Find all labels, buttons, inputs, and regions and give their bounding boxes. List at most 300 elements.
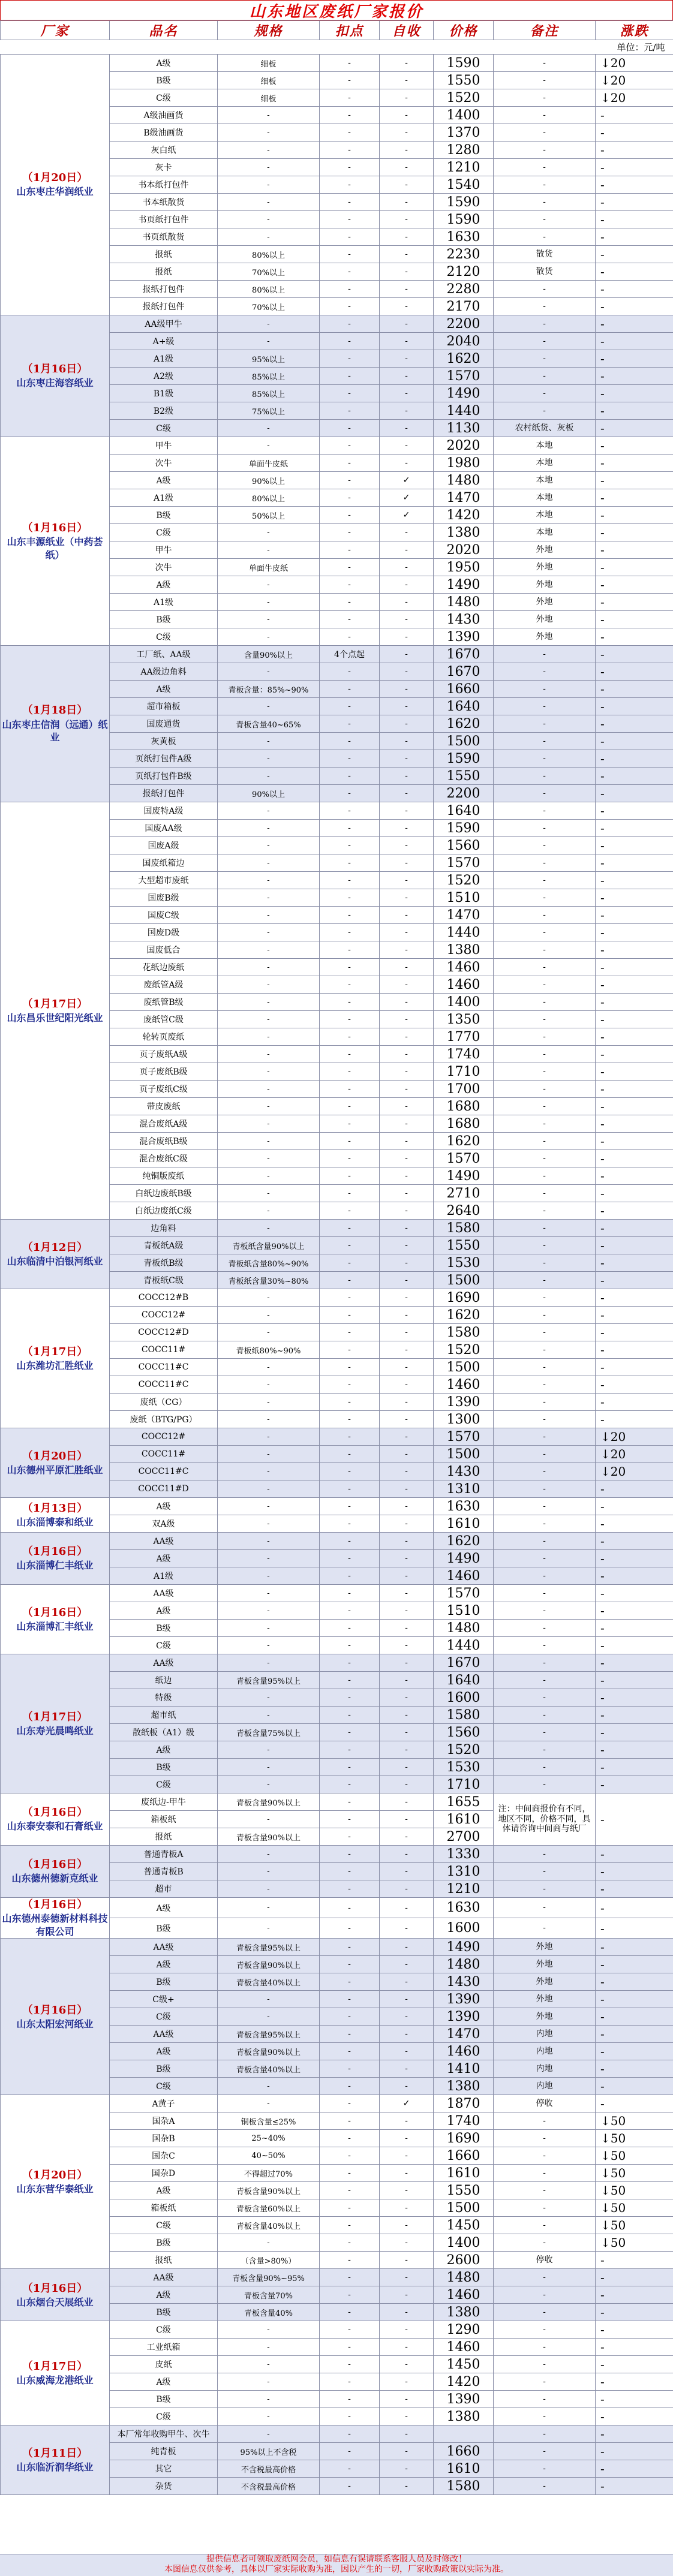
deduction: - (320, 2269, 380, 2286)
factory-name: 山东威海龙港纸业 (16, 2375, 94, 2387)
factory-name: 山东太阳宏河纸业 (16, 2018, 94, 2030)
price-change: - (596, 1167, 673, 1185)
self-collect: - (380, 315, 434, 333)
price: 1210 (434, 1880, 494, 1898)
deduction: - (320, 107, 380, 124)
self-collect: - (380, 1115, 434, 1133)
self-collect: - (380, 1707, 434, 1724)
deduction: - (320, 142, 380, 159)
product-name: 国杂B (110, 2130, 218, 2147)
note: - (494, 1324, 596, 1341)
product-name: 页子废纸C级 (110, 1081, 218, 1098)
note: - (494, 1046, 596, 1063)
price-change: - (596, 854, 673, 872)
deduction: - (320, 2008, 380, 2026)
deduction: - (320, 663, 380, 681)
factory-name: 山东潍坊汇胜纸业 (16, 1359, 94, 1371)
note: - (494, 2339, 596, 2356)
deduction: - (320, 715, 380, 733)
spec: - (218, 2391, 320, 2408)
price: 1380 (434, 2078, 494, 2095)
deduction: - (320, 1846, 380, 1863)
price: 1440 (434, 924, 494, 941)
deduction: - (320, 1880, 380, 1898)
self-collect: - (380, 107, 434, 124)
self-collect: - (380, 2147, 434, 2165)
spec: - (218, 1202, 320, 1220)
price: 1210 (434, 159, 494, 176)
price: 1740 (434, 2112, 494, 2130)
deduction: - (320, 628, 380, 646)
note: - (494, 1411, 596, 1428)
note: 外地 (494, 541, 596, 559)
note: - (494, 2217, 596, 2234)
price-change: - (596, 611, 673, 628)
deduction: - (320, 455, 380, 472)
price-change: - (596, 402, 673, 420)
deduction: - (320, 2443, 380, 2460)
factory-date: （1月16日） (22, 2282, 88, 2295)
deduction: - (320, 2112, 380, 2130)
price: 1350 (434, 1011, 494, 1028)
price-change: - (596, 1724, 673, 1741)
price-change: - (596, 663, 673, 681)
spec: - (218, 1463, 320, 1480)
note: - (494, 837, 596, 854)
price-change: - (596, 2043, 673, 2060)
self-collect: - (380, 1585, 434, 1602)
deduction: - (320, 2165, 380, 2182)
product-name: COCC12# (110, 1307, 218, 1324)
note: - (494, 1880, 596, 1898)
note: - (494, 55, 596, 72)
product-name: A1级 (110, 489, 218, 507)
note: - (494, 976, 596, 994)
note: 本地 (494, 455, 596, 472)
table-row (1, 315, 673, 333)
self-collect: - (380, 2130, 434, 2147)
note: - (494, 194, 596, 211)
price-change: ↓20 (596, 72, 673, 89)
deduction: - (320, 1689, 380, 1707)
product-name: 废纸管A级 (110, 976, 218, 994)
note: - (494, 1394, 596, 1411)
self-collect: - (380, 1411, 434, 1428)
price: 1390 (434, 628, 494, 646)
price-change: - (596, 889, 673, 907)
price: 1400 (434, 994, 494, 1011)
price: 1670 (434, 646, 494, 663)
price-change: - (596, 315, 673, 333)
product-name: 废纸边-甲牛 (110, 1793, 218, 1811)
price: 1570 (434, 854, 494, 872)
price-change: - (596, 2252, 673, 2269)
note: - (494, 872, 596, 889)
deduction: - (320, 1150, 380, 1167)
price: 1570 (434, 1150, 494, 1167)
self-collect: - (380, 2060, 434, 2078)
spec: 90%以上 (218, 785, 320, 802)
product-name: AA级 (110, 1939, 218, 1956)
factory-name: 山东枣庄华润纸业 (16, 186, 94, 198)
note: - (494, 1846, 596, 1863)
spec: - (218, 1811, 320, 1828)
note: - (494, 2165, 596, 2182)
price-change: - (596, 1620, 673, 1637)
spec: - (218, 194, 320, 211)
price-change: ↓50 (596, 2234, 673, 2252)
header-product: 品名 (110, 21, 218, 40)
spec: - (218, 1115, 320, 1133)
factory-date: （1月20日） (22, 171, 88, 185)
note: - (494, 2425, 596, 2443)
spec: - (218, 576, 320, 594)
note: - (494, 1220, 596, 1237)
price: 1950 (434, 559, 494, 576)
price: 1390 (434, 2391, 494, 2408)
product-name: 页子废纸A级 (110, 1046, 218, 1063)
price-change: - (596, 872, 673, 889)
product-name: 纯铜版废纸 (110, 1167, 218, 1185)
self-collect: - (380, 1324, 434, 1341)
spec: 70%以上 (218, 298, 320, 315)
self-collect: - (380, 2269, 434, 2286)
deduction: - (320, 768, 380, 785)
note: - (494, 750, 596, 768)
note: - (494, 1237, 596, 1254)
spec: - (218, 211, 320, 228)
self-collect: - (380, 2425, 434, 2443)
note: - (494, 1133, 596, 1150)
price-change: - (596, 2443, 673, 2460)
deduction: - (320, 420, 380, 437)
factory-date: （1月17日） (22, 2360, 88, 2373)
spec: - (218, 976, 320, 994)
price: 1710 (434, 1776, 494, 1793)
deduction: - (320, 1533, 380, 1550)
note: - (494, 698, 596, 715)
price-change: - (596, 246, 673, 263)
spec: - (218, 837, 320, 854)
self-collect: - (380, 785, 434, 802)
price-change: - (596, 733, 673, 750)
self-collect: - (380, 2026, 434, 2043)
table-row (1, 1289, 673, 1307)
note: - (494, 1254, 596, 1272)
deduction: - (320, 889, 380, 907)
factory-date: （1月16日） (22, 1806, 88, 1819)
header-note: 备注 (494, 21, 596, 40)
spec: - (218, 142, 320, 159)
spec: 青板含量：85%~90% (218, 681, 320, 698)
price-change: ↓50 (596, 2147, 673, 2165)
product-name: B级 (110, 1759, 218, 1776)
self-collect: - (380, 2339, 434, 2356)
self-collect: - (380, 1185, 434, 1202)
spec: 80%以上 (218, 281, 320, 298)
deduction: - (320, 2425, 380, 2443)
deduction: - (320, 837, 380, 854)
self-collect: - (380, 889, 434, 907)
spec: 青板纸含量90%以上 (218, 1237, 320, 1254)
note: - (494, 1167, 596, 1185)
product-name: 灰白纸 (110, 142, 218, 159)
product-name: 混合废纸A级 (110, 1115, 218, 1133)
price-change: - (596, 785, 673, 802)
self-collect: - (380, 1098, 434, 1115)
deduction: - (320, 1011, 380, 1028)
self-collect: - (380, 1202, 434, 1220)
factory-name: 山东德州平原汇胜纸业 (7, 1464, 103, 1476)
price: 1480 (434, 1956, 494, 1973)
spec: - (218, 1185, 320, 1202)
self-collect: - (380, 1081, 434, 1098)
product-name: 花纸边废纸 (110, 959, 218, 976)
deduction: - (320, 941, 380, 959)
product-name: 国废AA级 (110, 820, 218, 837)
deduction: - (320, 1480, 380, 1498)
factory-cell (1, 646, 110, 802)
deduction: - (320, 1918, 380, 1939)
deduction: - (320, 1359, 380, 1376)
header-spec: 规格 (218, 21, 320, 40)
price-change: - (596, 1741, 673, 1759)
product-name: 国废通货 (110, 715, 218, 733)
price-change: - (596, 1973, 673, 1991)
note: - (494, 368, 596, 385)
spec: 95%以上 (218, 350, 320, 368)
product-name: 特级 (110, 1689, 218, 1707)
product-name: 报纸打包件 (110, 298, 218, 315)
price-change: - (596, 1341, 673, 1359)
factory-cell (1, 1939, 110, 2095)
self-collect: - (380, 559, 434, 576)
deduction: - (320, 524, 380, 541)
price: 1660 (434, 2443, 494, 2460)
price-change: ↓50 (596, 2130, 673, 2147)
note: - (494, 124, 596, 142)
deduction: - (320, 594, 380, 611)
price: 1520 (434, 89, 494, 107)
header-deduction: 扣点 (320, 21, 380, 40)
price: 1490 (434, 576, 494, 594)
deduction: - (320, 211, 380, 228)
deduction: - (320, 854, 380, 872)
note: - (494, 281, 596, 298)
factory-cell (1, 2269, 110, 2321)
self-collect: - (380, 820, 434, 837)
price: 1330 (434, 1846, 494, 1863)
price-change: ↓20 (596, 1428, 673, 1446)
spec: 细板 (218, 72, 320, 89)
deduction: - (320, 437, 380, 455)
deduction: - (320, 785, 380, 802)
spec: - (218, 1220, 320, 1237)
self-collect: - (380, 698, 434, 715)
note: - (494, 889, 596, 907)
note: - (494, 1759, 596, 1776)
note: - (494, 802, 596, 820)
price: 1590 (434, 194, 494, 211)
product-name: C级 (110, 2408, 218, 2425)
price: 1480 (434, 1620, 494, 1637)
spec: - (218, 1654, 320, 1672)
self-collect: - (380, 541, 434, 559)
deduction: - (320, 1672, 380, 1689)
price-change: - (596, 2408, 673, 2425)
deduction: - (320, 1939, 380, 1956)
deduction: - (320, 281, 380, 298)
note: 本地 (494, 472, 596, 489)
product-name: C级 (110, 1776, 218, 1793)
deduction: - (320, 1081, 380, 1098)
price-change: ↓20 (596, 1463, 673, 1480)
factory-date: （1月13日） (22, 1501, 88, 1515)
factory-date: （1月16日） (22, 1898, 88, 1911)
product-name: B级 (110, 1918, 218, 1939)
factory-name: 山东临沂润华纸业 (16, 2461, 94, 2473)
note: - (494, 1115, 596, 1133)
deduction: - (320, 2373, 380, 2391)
note: - (494, 1341, 596, 1359)
self-collect: ✓ (380, 489, 434, 507)
spec: 不得超过70% (218, 2165, 320, 2182)
deduction: - (320, 2304, 380, 2321)
note: - (494, 1098, 596, 1115)
spec: 青板纸含量80%~90% (218, 1254, 320, 1272)
spec: 青板含量95%以上 (218, 1672, 320, 1689)
spec: - (218, 1063, 320, 1081)
price-change: - (596, 1498, 673, 1515)
spec: 90%以上 (218, 472, 320, 489)
self-collect: - (380, 611, 434, 628)
price: 1670 (434, 1654, 494, 1672)
price: 1980 (434, 455, 494, 472)
self-collect: - (380, 2391, 434, 2408)
note: - (494, 1202, 596, 1220)
price-change: - (596, 1202, 673, 1220)
product-name: C级 (110, 2321, 218, 2339)
self-collect: - (380, 1533, 434, 1550)
factory-date: （1月20日） (22, 2169, 88, 2182)
product-name: 双A级 (110, 1515, 218, 1533)
price-change: - (596, 576, 673, 594)
spec: - (218, 1150, 320, 1167)
deduction: - (320, 402, 380, 420)
deduction: - (320, 124, 380, 142)
product-name: 国废A级 (110, 837, 218, 854)
note: - (494, 1307, 596, 1324)
product-name: 超市纸 (110, 1707, 218, 1724)
deduction: - (320, 924, 380, 941)
price: 1610 (434, 1515, 494, 1533)
deduction: - (320, 1046, 380, 1063)
price: 1500 (434, 2199, 494, 2217)
spec: - (218, 107, 320, 124)
spec: 40~50% (218, 2147, 320, 2165)
self-collect: - (380, 2008, 434, 2026)
product-name: B级 (110, 507, 218, 524)
price-change: - (596, 1707, 673, 1724)
price: 1460 (434, 2043, 494, 2060)
spec: - (218, 524, 320, 541)
spec: 单面牛皮纸 (218, 559, 320, 576)
self-collect: - (380, 802, 434, 820)
self-collect: - (380, 1973, 434, 1991)
note: - (494, 1724, 596, 1741)
price: 1620 (434, 350, 494, 368)
spec: 80%以上 (218, 489, 320, 507)
note: - (494, 924, 596, 941)
deduction: - (320, 820, 380, 837)
price: 1450 (434, 2356, 494, 2373)
price: 1310 (434, 1863, 494, 1880)
spec: - (218, 1846, 320, 1863)
spec: - (218, 420, 320, 437)
spec: 25~40% (218, 2130, 320, 2147)
product-name: C级 (110, 2078, 218, 2095)
price-change: - (596, 1672, 673, 1689)
spec: 青板纸含量30%~80% (218, 1272, 320, 1289)
note: - (494, 89, 596, 107)
product-name: COCC11# (110, 1446, 218, 1463)
self-collect: - (380, 1220, 434, 1237)
product-name: 废纸（CG） (110, 1394, 218, 1411)
price-change: - (596, 646, 673, 663)
deduction: - (320, 1863, 380, 1880)
note: - (494, 1480, 596, 1498)
price: 2040 (434, 333, 494, 350)
price: 1870 (434, 2095, 494, 2112)
price: 1430 (434, 1973, 494, 1991)
note: 外地 (494, 611, 596, 628)
price-change: - (596, 1918, 673, 1939)
factory-name: 山东枣庄海容纸业 (16, 377, 94, 389)
spec: - (218, 2095, 320, 2112)
price-change: - (596, 1759, 673, 1776)
self-collect: - (380, 715, 434, 733)
product-name: 次牛 (110, 559, 218, 576)
deduction: - (320, 1376, 380, 1394)
product-name: 青板纸B级 (110, 1254, 218, 1272)
product-name: 大型超市废纸 (110, 872, 218, 889)
price-change: - (596, 2460, 673, 2478)
self-collect: - (380, 1394, 434, 1411)
price-change: - (596, 2391, 673, 2408)
price: 1680 (434, 1098, 494, 1115)
note: - (494, 1028, 596, 1046)
factory-name: 山东德州泰德新材料科技有限公司 (2, 1913, 108, 1937)
price-change: - (596, 2304, 673, 2321)
deduction: - (320, 1063, 380, 1081)
product-name: B级 (110, 72, 218, 89)
note: 停收 (494, 2252, 596, 2269)
deduction: - (320, 1724, 380, 1741)
product-name: COCC11#C (110, 1359, 218, 1376)
product-name: C级 (110, 1637, 218, 1654)
note: - (494, 315, 596, 333)
self-collect: - (380, 2373, 434, 2391)
price: 1280 (434, 142, 494, 159)
note: - (494, 2443, 596, 2460)
deduction: - (320, 2182, 380, 2199)
product-name: 混合废纸B级 (110, 1133, 218, 1150)
price-change: - (596, 350, 673, 368)
spec: - (218, 2425, 320, 2443)
price-change: - (596, 1898, 673, 1918)
unit-label: 单位：元/吨 (1, 40, 673, 55)
note: - (494, 941, 596, 959)
